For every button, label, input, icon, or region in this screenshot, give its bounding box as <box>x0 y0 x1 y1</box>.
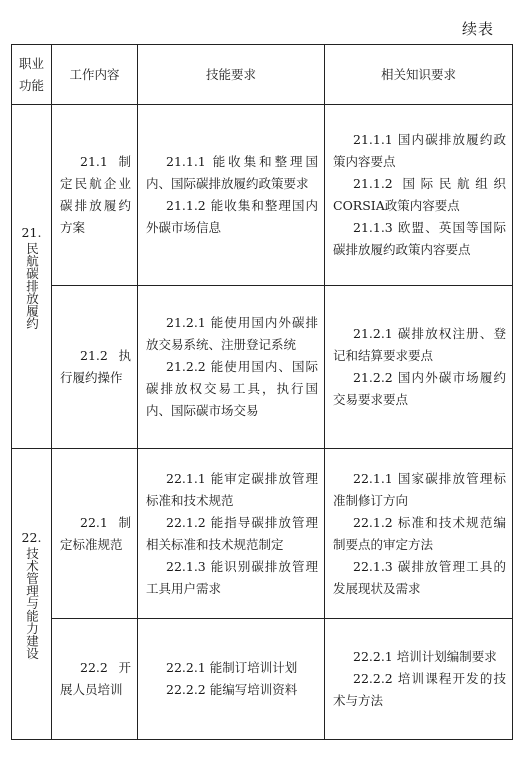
knowledge-cell <box>325 449 513 619</box>
table-row <box>12 449 513 619</box>
header-function-line1: 职业 <box>18 55 44 71</box>
function-cell-22 <box>12 449 52 740</box>
knowledge-item: 21.1.1 国内碳排放履约政策内容要点 <box>333 132 506 169</box>
function-name: 技术管理与能力建设 <box>24 546 40 660</box>
knowledge-item: 21.2.1 碳排放权注册、登记和结算要求要点 <box>333 326 506 363</box>
knowledge-item: 21.1.3 欧盟、英国等国际碳排放履约政策内容要点 <box>333 220 506 257</box>
skill-cell <box>138 619 325 740</box>
function-cell-21 <box>12 105 52 449</box>
function-number: 22. <box>21 529 42 545</box>
skill-cell <box>138 449 325 619</box>
skill-item: 22.1.2 能指导碳排放管理相关标准和技术规范制定 <box>146 514 318 552</box>
knowledge-item: 22.1.1 国家碳排放管理标准制修订方向 <box>333 470 506 508</box>
knowledge-item: 21.2.2 国内外碳市场履约交易要求要点 <box>333 370 506 407</box>
skill-cell <box>138 105 325 286</box>
continued-label: 续表 <box>461 20 494 38</box>
knowledge-item: 22.1.2 标准和技术规范编制要点的审定方法 <box>333 514 506 552</box>
knowledge-item: 22.2.1 培训计划编制要求 <box>353 649 497 664</box>
table-row <box>12 105 513 286</box>
header-function-line2: 功能 <box>18 77 44 93</box>
knowledge-item: 21.1.2 国际民航组织CORSIA政策内容要点 <box>333 176 506 213</box>
knowledge-item: 22.1.3 碳排放管理工具的发展现状及需求 <box>333 558 506 596</box>
work-content-cell <box>52 619 138 740</box>
work-content-cell <box>52 286 138 449</box>
skill-item: 22.2.2 能编写培训资料 <box>166 682 298 697</box>
header-knowledge-requirements: 相关知识要求 <box>325 45 513 105</box>
skill-cell <box>138 286 325 449</box>
knowledge-cell <box>325 105 513 286</box>
knowledge-item: 22.2.2 培训课程开发的技术与方法 <box>333 671 506 708</box>
work-content-title: 21.2 执行履约操作 <box>60 348 131 385</box>
occupation-standard-table <box>11 44 513 740</box>
skill-item: 21.2.1 能使用国内外碳排放交易系统、注册登记系统 <box>146 315 318 352</box>
header-function <box>12 45 52 105</box>
skill-item: 22.2.1 能制订培训计划 <box>166 660 298 675</box>
skill-item: 21.1.1 能收集和整理国内、国际碳排放履约政策要求 <box>146 154 318 191</box>
table-header-row <box>12 45 513 105</box>
work-content-title: 22.1 制定标准规范 <box>60 514 131 552</box>
skill-item: 21.2.2 能使用国内、国际碳排放权交易工具，执行国内、国际碳市场交易 <box>146 359 318 418</box>
knowledge-cell <box>325 286 513 449</box>
table-row <box>12 619 513 740</box>
work-content-cell <box>52 105 138 286</box>
work-content-title: 22.2 开展人员培训 <box>60 660 131 697</box>
function-name: 民航碳排放履约 <box>24 241 40 330</box>
skill-item: 22.1.3 能识别碳排放管理工具用户需求 <box>146 558 318 596</box>
knowledge-cell <box>325 619 513 740</box>
header-work-content: 工作内容 <box>52 45 138 105</box>
function-number: 21. <box>21 224 42 240</box>
skill-item: 21.1.2 能收集和整理国内外碳市场信息 <box>146 198 318 235</box>
work-content-cell <box>52 449 138 619</box>
header-skill-requirements: 技能要求 <box>138 45 325 105</box>
skill-item: 22.1.1 能审定碳排放管理标准和技术规范 <box>146 470 318 508</box>
work-content-title: 21.1 制定民航企业碳排放履约方案 <box>60 154 131 235</box>
table-row <box>12 286 513 449</box>
